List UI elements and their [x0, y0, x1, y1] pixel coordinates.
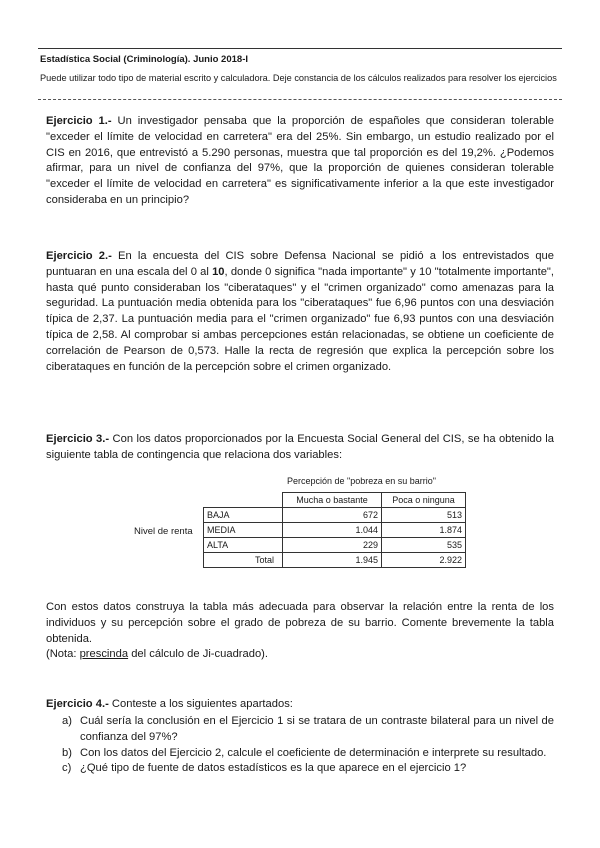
- exercise-2: [46, 249, 554, 375]
- table-row-variable: Nivel de renta: [134, 526, 193, 537]
- exercise-4-text: Conteste a los siguientes apartados:: [111, 698, 293, 710]
- cell: 1.044: [283, 523, 382, 538]
- row-label-media: MEDIA: [204, 523, 283, 538]
- exercise-2-bold-10: 10: [212, 265, 225, 278]
- exercise-1-text: Un investigador pensaba que la proporción de españoles que consideran tolerable "exceder el límite de velocidad en carretera" era del 25%. Sin embargo, un estudio realizado por el CIS en 2016, que entrevistó a 5.290 personas, muestra que tal proporción es del 19,2%. ¿Podemos afirmar, para un nivel de confianza del 97%, que la proporción de quienes consideran tolerable "exceder el límite de velocidad en carretera" es significativamente inferior a la que este investigador consideraba en un principio?: [46, 115, 554, 206]
- cell: 513: [382, 508, 466, 523]
- row-label-baja: BAJA: [204, 508, 283, 523]
- col-header-poca: Poca o ninguna: [382, 493, 466, 508]
- table-row: [204, 523, 466, 538]
- cell: 535: [382, 538, 466, 553]
- exercise-3: [46, 432, 554, 464]
- exam-instructions: Puede utilizar todo tipo de material escrito y calculadora. Deje constancia de los cálculos realizados para resolver los ejercicios: [40, 73, 557, 83]
- exam-header: [38, 48, 562, 100]
- cell: 672: [283, 508, 382, 523]
- table-row: [204, 508, 466, 523]
- exercise-4-list: [62, 714, 554, 777]
- note-prefix: (Nota:: [46, 648, 80, 661]
- exercise-4-label: Ejercicio 4.-: [46, 698, 109, 710]
- exercise-3-task: [46, 600, 554, 663]
- exercise-3-after-text: Con estos datos construya la tabla más adecuada para observar la relación entre la renta de los individuos y su percepción sobre el grado de pobreza de su barrio. Comente brevemente la tabla obtenida.: [46, 601, 554, 645]
- contingency-table: [203, 492, 466, 568]
- col-header-mucha: Mucha o bastante: [283, 493, 382, 508]
- table-total-row: [204, 553, 466, 568]
- total-cell: 1.945: [283, 553, 382, 568]
- exam-title: Estadística Social (Criminología). Junio 2018-I: [40, 54, 248, 65]
- list-marker: a): [62, 715, 72, 727]
- cell: 229: [283, 538, 382, 553]
- table-header-row: [204, 493, 466, 508]
- exercise-3-label: Ejercicio 3.-: [46, 433, 110, 445]
- list-item-text: Con los datos del Ejercicio 2, calcule el coeficiente de determinación e interprete su resultado.: [80, 746, 547, 759]
- exercise-3-note: [46, 647, 554, 663]
- list-item: [62, 714, 554, 746]
- note-suffix: del cálculo de Ji-cuadrado).: [128, 648, 269, 661]
- list-item-text: Cuál sería la conclusión en el Ejercicio 1 si se tratara de un contraste bilateral para un nivel de confianza del 97%?: [80, 715, 554, 743]
- list-marker: b): [62, 746, 72, 759]
- total-cell: 2.922: [382, 553, 466, 568]
- table-caption: Percepción de "pobreza en su barrio": [287, 476, 436, 486]
- list-marker: c): [62, 762, 72, 775]
- list-item-text: ¿Qué tipo de fuente de datos estadísticos es la que aparece en el ejercicio 1?: [80, 762, 467, 775]
- table-row: [204, 538, 466, 553]
- exercise-2-text-a: En la encuesta del CIS sobre Defensa Nacional se pidió a los entrevistados que puntuaran en una escala del 0 al: [46, 250, 554, 278]
- list-item: [62, 761, 554, 777]
- exercise-2-label: Ejercicio 2.-: [46, 250, 112, 262]
- exercise-1-label: Ejercicio 1.-: [46, 115, 112, 127]
- exercise-2-text-b: , donde 0 significa "nada importante" y 10 "totalmente importante", hasta qué punto consideraban los "ciberataques" y el "crimen organizado" como amenazas para la seguridad. La puntuación media obtenida para los "ciberataques" fue 6,96 puntos con una desviación típica de 2,37. La puntuación media para el "crimen organizado" fue 6,93 puntos con una desviación típica de 2,58. Al comprobar si ambas percepciones están relacionadas, se obtiene un coeficiente de correlación de Pearson de 0,573. Halle la recta de regresión que explica la percepción sobre los ciberataques en función de la percepción sobre el crimen organizado.: [46, 265, 554, 373]
- cell: 1.874: [382, 523, 466, 538]
- row-label-alta: ALTA: [204, 538, 283, 553]
- exercise-4: [46, 697, 554, 713]
- list-item: [62, 746, 554, 762]
- note-underlined: prescinda: [79, 648, 129, 661]
- total-label: Total: [204, 553, 283, 568]
- exercise-1: [46, 114, 554, 209]
- exercise-3-text: Con los datos proporcionados por la Encuesta Social General del CIS, se ha obtenido la siguiente tabla de contingencia que relaciona dos variables:: [46, 433, 554, 461]
